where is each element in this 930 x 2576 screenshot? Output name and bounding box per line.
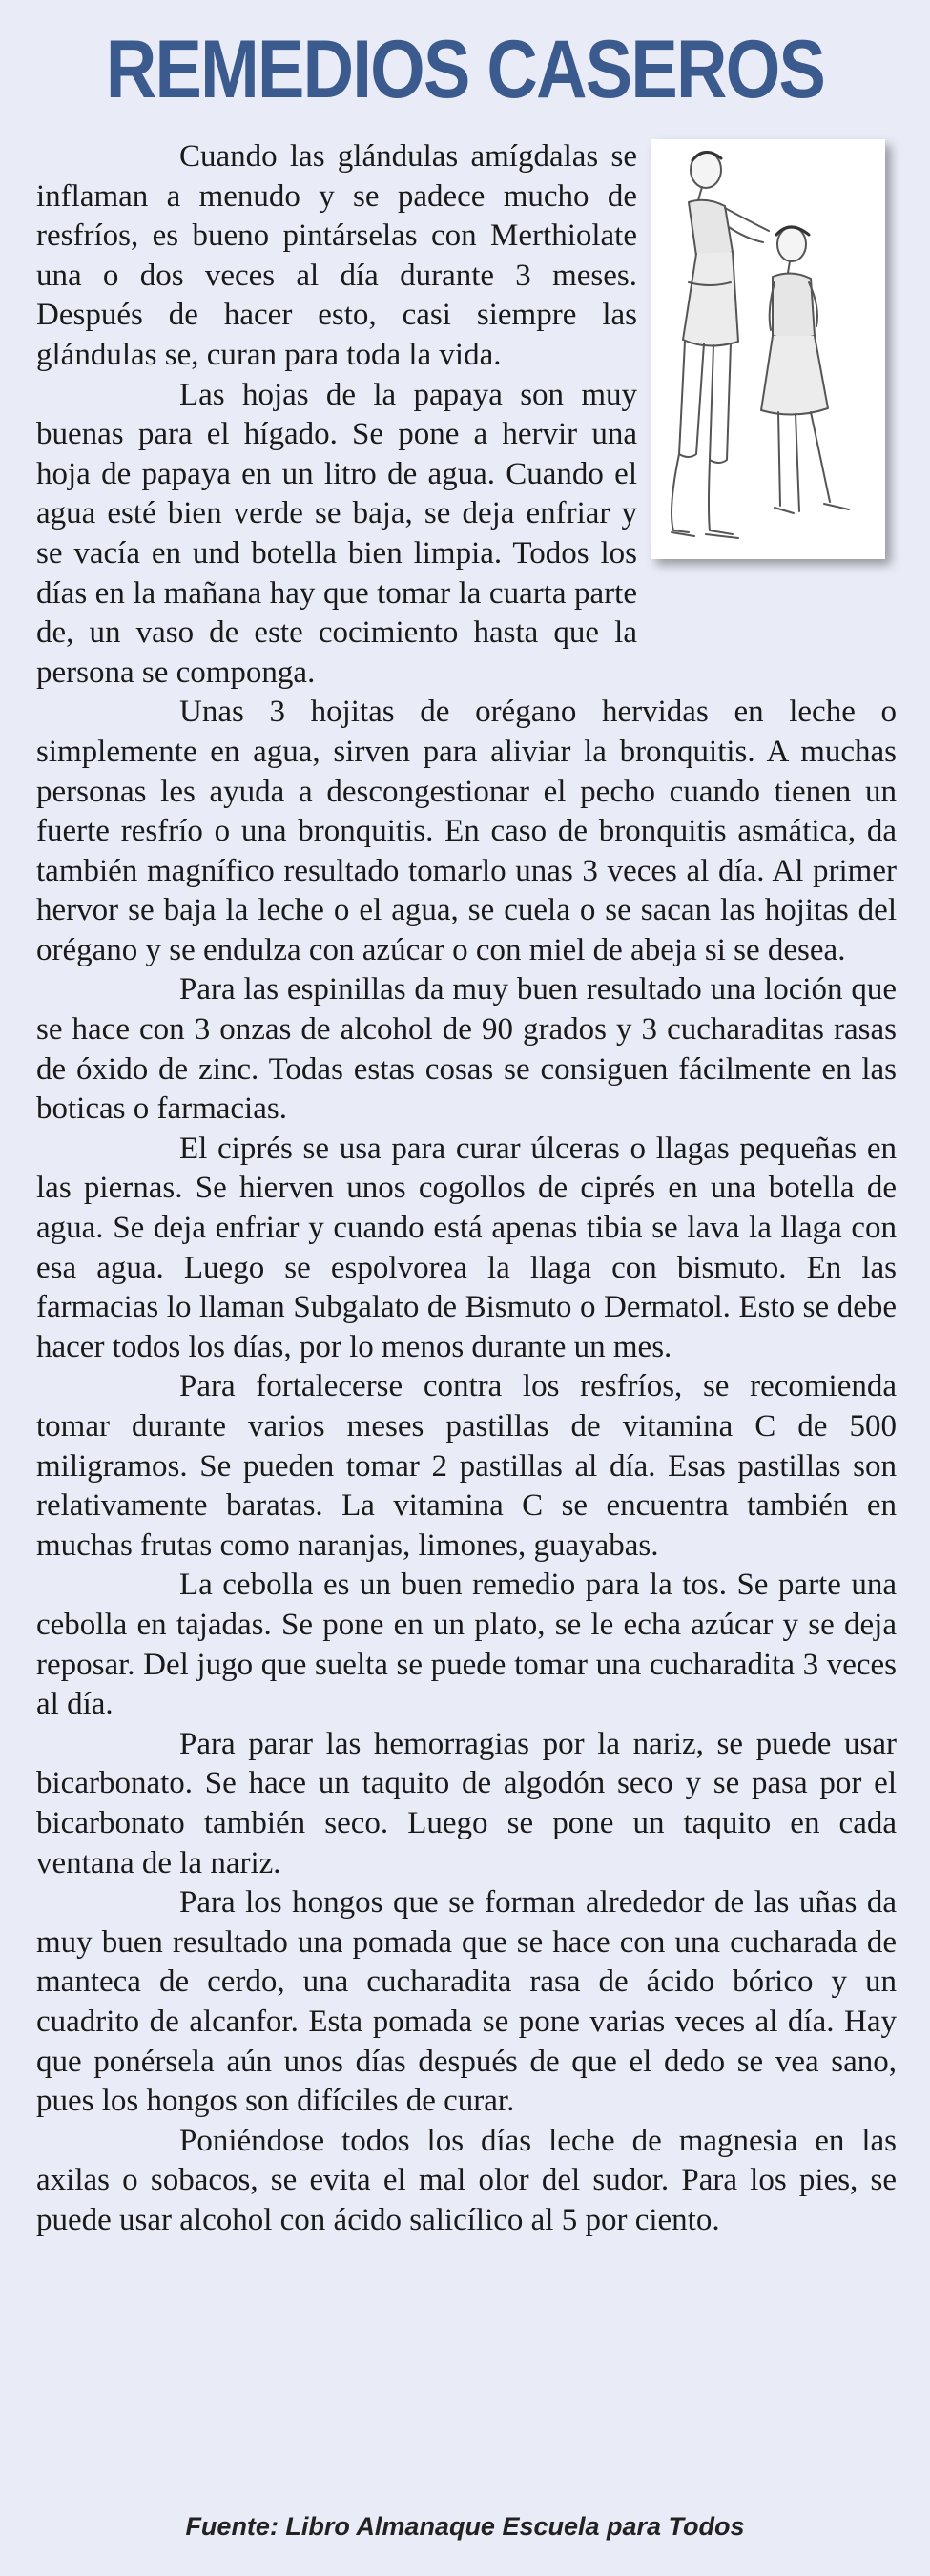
article-body	[36, 137, 897, 2240]
paragraph-resfrios: Para fortalecerse contra los resfríos, se recomienda tomar durante varios meses pastillas de vitamina C de 500 miligramos. Se pueden tomar 2 pastillas al día. Esas pastillas son relativamente baratas. La vitamina C se encuentra también en muchas frutas como naranjas, limones, guayabas.	[36, 1369, 897, 1563]
page-title: REMEDIOS CASEROS	[105, 24, 825, 115]
paragraph-amigdalas: Cuando las glándulas amígdalas se inflaman a menudo y se padece mucho de resfríos, es bueno pintárselas con Merthiolate una o dos veces al día durante 3 meses. Después de hacer esto, casi siempre las glándulas se, curan para toda la vida.	[36, 139, 637, 372]
paragraph-cebolla: La cebolla es un buen remedio para la tos. Se parte una cebolla en tajadas. Se pone en un plato, se le echa azúcar y se deja reposar. Del jugo que suelta se puede tomar una cucharadita 3 veces al día.	[36, 1568, 897, 1722]
paragraph-papaya: Las hojas de la papaya son muy buenas para el hígado. Se pone a hervir una hoja de papaya en un litro de agua. Cuando el agua esté bien verde se baja, se deja enfriar y se vacía en und botella bien limpia. Todos los días en la mañana hay que tomar la cuarta parte de, un vaso de este cocimiento hasta que la persona se componga.	[36, 377, 637, 690]
source-credit: Fuente: Libro Almanaque Escuela para Todos	[185, 2512, 745, 2541]
paragraph-hongos: Para los hongos que se forman alrededor de las uñas da muy buen resultado una pomada que se hace con una cucharada de manteca de cerdo, una cucharadita rasa de ácido bórico y un cuadrito de alcanfor. Esta pomada se pone varias veces al día. Hay que ponérsela aún unos días después de que el dedo se vea sano, pues los hongos son difíciles de curar.	[36, 1885, 897, 2119]
paragraph-espinillas: Para las espinillas da muy buen resultado una loción que se hace con 3 onzas de alcohol de 90 grados y 3 cucharaditas rasas de óxido de zinc. Todas estas cosas se consiguen fácilmente en las boticas o farmacias.	[36, 972, 897, 1127]
paragraph-hemorragias: Para parar las hemorragias por la nariz, se puede usar bicarbonato. Se hace un taquito de algodón seco y se pasa por el bicarbonato también seco. Luego se pone un taquito en cada ventana de la nariz.	[36, 1726, 897, 1880]
paragraph-cipres: El ciprés se usa para curar úlceras o llagas pequeñas en las piernas. Se hierven unos cogollos de ciprés en una botella de agua. Se deja enfriar y cuando está apenas tibia se lava la llaga con esa agua. Luego se espolvorea la llaga con bismuto. En las farmacias lo llaman Subgalato de Bismuto o Dermatol. Esto se debe hacer todos los días, por lo menos durante un mes.	[36, 1131, 897, 1364]
paragraph-sudor: Poniéndose todos los días leche de magnesia en las axilas o sobacos, se evita el mal olor del sudor. Para los pies, se puede usar alcohol con ácido salicílico al 5 por ciento.	[36, 2123, 897, 2237]
paragraph-oregano: Unas 3 hojitas de orégano hervidas en leche o simplemente en agua, sirven para aliviar la bronquitis. A muchas personas les ayuda a descongestionar el pecho cuando tienen un fuerte resfrío o una bronquitis. En caso de bronquitis asmática, da también magnífico resultado tomarlo unas 3 veces al día. Al primer hervor se baja la leche o el agua, se cuela o se sacan las hojitas del orégano y se endulza con azúcar o con miel de abeja si se desea.	[36, 695, 897, 967]
illustration-spacer	[637, 137, 897, 624]
